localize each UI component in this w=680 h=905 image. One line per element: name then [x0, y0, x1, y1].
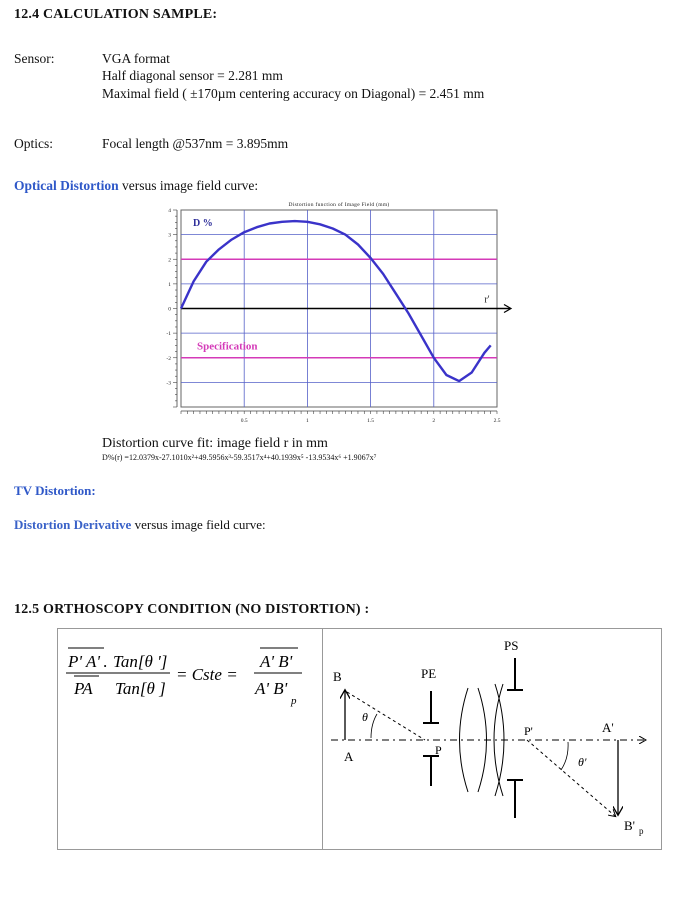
label-P: P — [435, 743, 442, 757]
chief-ray-image — [527, 740, 615, 816]
y-tick-label: 4 — [168, 208, 171, 214]
distortion-heading — [14, 178, 258, 194]
y-tick-label: 1 — [168, 281, 171, 288]
y-tick-label: 0 — [168, 306, 171, 313]
eq-mid: = Cste = — [176, 665, 238, 684]
chief-ray-object — [347, 692, 425, 740]
eq-den1: PA — [74, 679, 93, 698]
label-B-prime: B' — [624, 818, 636, 833]
distortion-heading-rest: versus image field curve: — [118, 178, 259, 193]
label-P-prime: P' — [524, 724, 533, 738]
x-tick-label: 1.5 — [367, 418, 375, 422]
optics-label: Optics: — [14, 136, 53, 151]
derivative-heading-rest: versus image field curve: — [131, 517, 266, 532]
optics-value: Focal length @537nm = 3.895mm — [102, 136, 289, 151]
label-B: B — [333, 669, 342, 684]
label-PS: PS — [504, 638, 519, 653]
y-tick-label: 2 — [168, 257, 171, 264]
eq-num2: Tan[θ '] — [113, 652, 168, 671]
orthoscopy-diagram — [323, 628, 660, 848]
orthoscopy-equation — [58, 640, 320, 720]
label-B-prime-sub: p — [639, 826, 644, 836]
label-A: A — [344, 749, 354, 764]
x-tick-label: 2.5 — [493, 418, 501, 422]
sensor-label: Sensor: — [14, 51, 55, 66]
chart-title: Distortion function of Image Field (mm) — [288, 202, 390, 208]
eq-den3-sub: p — [291, 695, 297, 707]
eq-den2: Tan[θ ] — [115, 679, 166, 698]
fit-caption: Distortion curve fit: image field r in mm — [102, 436, 328, 451]
y-axis-label: D % — [193, 218, 213, 229]
y-tick-label: -1 — [166, 331, 171, 338]
sensor-line: Maximal field ( ±170µm centering accuracy on Diagonal) = 2.451 mm — [102, 86, 485, 101]
x-tick-label: 0.5 — [240, 418, 248, 422]
lens-left — [460, 688, 469, 792]
y-tick-label: 3 — [168, 232, 171, 239]
eq-num1: P' A' — [68, 652, 100, 671]
eq-den3: A' B' — [255, 679, 288, 698]
theta-prime-arc — [561, 742, 568, 770]
tv-distortion-heading: TV Distortion: — [14, 483, 96, 498]
derivative-heading-blue: Distortion Derivative — [14, 517, 132, 532]
fit-formula: D%(r) =12.0379x-27.1010x²+49.5956x³-59.3517x⁴+40.1939x⁵ -13.9534x⁶ +1.9067x⁷ — [102, 453, 377, 462]
distortion-chart — [160, 197, 520, 422]
eq-dot: . — [103, 652, 108, 671]
theta-arc — [371, 714, 377, 738]
section-title: 12.4 CALCULATION SAMPLE: — [14, 7, 218, 22]
label-theta: θ — [362, 710, 368, 724]
x-axis-label: r' — [484, 294, 490, 306]
section-title-orthoscopy: 12.5 ORTHOSCOPY CONDITION (NO DISTORTION) : — [14, 602, 370, 617]
label-PE: PE — [421, 666, 437, 681]
derivative-heading — [14, 517, 266, 533]
x-tick-label: 2 — [432, 418, 436, 422]
label-theta-prime: θ' — [578, 755, 587, 769]
sensor-line: Half diagonal sensor = 2.281 mm — [102, 68, 283, 83]
spec-annotation: Specification — [197, 340, 258, 353]
x-tick-label: 1 — [306, 418, 309, 422]
distortion-heading-blue: Optical Distortion — [14, 178, 119, 193]
sensor-line: VGA format — [102, 51, 170, 66]
eq-num3: A' B' — [260, 652, 293, 671]
y-tick-label: -2 — [166, 355, 171, 362]
label-A-prime: A' — [602, 720, 614, 735]
y-tick-label: -3 — [166, 380, 171, 387]
